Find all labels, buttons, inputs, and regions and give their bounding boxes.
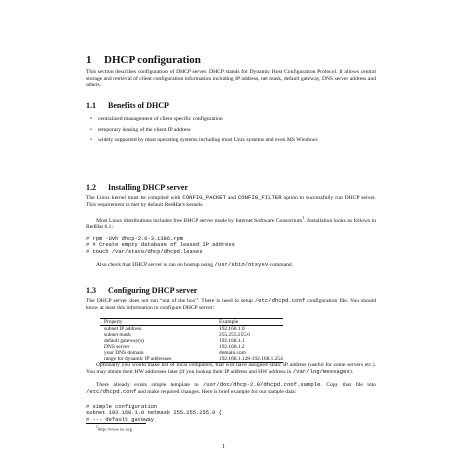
document-page <box>86 0 376 452</box>
inline-code: /var/log/messages <box>292 367 350 375</box>
inline-code: /etc/dhcpd.conf <box>254 297 306 304</box>
subsection-title: Benefits of DHCP <box>108 101 169 110</box>
table-cell: default gateway(s) <box>104 338 144 344</box>
table-cell: DNS server <box>104 344 130 350</box>
list-item: • centralized management of client specific configuration <box>90 116 223 122</box>
table-header-cell: Property <box>100 319 219 326</box>
subsection-heading-installing <box>86 183 188 192</box>
subsection-title: Configuring DHCP server <box>108 286 198 295</box>
page-number: 1 <box>222 444 225 450</box>
subsection-number: 1.3 <box>86 286 96 295</box>
bullet-icon: • <box>90 116 92 122</box>
benefits-list <box>86 116 376 148</box>
code-line: # # Create empty database of leased IP address <box>86 242 235 249</box>
footnote-mark: 1 <box>96 425 98 429</box>
table-header-row <box>100 319 283 326</box>
code-line: # simple configuration <box>86 404 158 410</box>
footnote-text: http://www.isc.org <box>97 426 132 432</box>
footnote-divider <box>86 423 146 424</box>
table-cell: your DNS domain <box>104 350 144 356</box>
table-cell: 192.168.1.0 <box>219 326 245 332</box>
table-cell: subnet mask <box>104 332 131 338</box>
code-line: # rpm -Uvh dhcp-2.0-3.i386.rpm <box>86 236 184 242</box>
section-heading <box>86 54 201 66</box>
installing-paragraph-3: Also check that DHCP server is ran on bootup using /usr/sbin/ntsysv command. <box>96 261 294 268</box>
table-cell: 192.168.1.2 <box>219 344 245 350</box>
bullet-icon: • <box>90 126 92 133</box>
code-line: # --- default gateway <box>86 416 154 423</box>
configuring-paragraph-1: The DHCP server does not run “out of the box”. There is need to setup /etc/dhcpd.conf configuration file. You should know at least this information to configure DHCP server: <box>86 297 376 311</box>
configuring-paragraph-2: Optionally you would make list of local computers, that will have assigned static IP address (useful for some servers etc.). You may obtain their HW addresses later (if you lookup their IP address and HW address in /var/log/messages). <box>86 362 376 375</box>
subsection-number: 1.1 <box>86 101 96 110</box>
subsection-heading-configuring <box>86 286 197 295</box>
subsection-number: 1.2 <box>86 183 96 192</box>
intro-paragraph: This section describes configuration of DHCP server. DHCP stands for Dynamic Host Configuration Protocol. It allows central storage and retrieval of client configuration information including IP address, net mask, default gateway, DNS server address and others. <box>86 69 376 89</box>
installing-paragraph-2: Most Linux distributions includes free DHCP server made by Internet Software Consortium$^1$. Installation looks as follows in RedHat 6.1: <box>86 215 376 231</box>
footnote-ref: 1 <box>302 215 305 220</box>
inline-code: CONFIG_PACKET <box>182 194 227 201</box>
inline-code: /usr/sbin/ntsysv <box>214 261 269 268</box>
properties-table <box>100 318 283 363</box>
footnote <box>96 425 132 432</box>
code-line: # touch /var/state/dhcp/dhcpd.leases <box>86 248 203 255</box>
subsection-title: Installing DHCP server <box>108 183 188 192</box>
inline-code: /usr/doc/dhcp-2.0/dhcpd.conf.sample <box>202 381 321 388</box>
subsection-heading-benefits <box>86 101 169 110</box>
table-cell: 192.168.1.1 <box>219 338 245 344</box>
section-title: DHCP configuration <box>104 54 201 66</box>
table-header-cell: Example <box>219 319 283 326</box>
configuring-paragraph-3: There already exists simple template in /usr/doc/dhcp-2.0/dhcpd.conf.sample. Copy that file into /etc/dhcpd.conf and make required changes. Here is brief example for our sample data: <box>86 381 376 395</box>
bullet-icon: • <box>90 137 92 144</box>
table-cell: subnet IP address <box>104 326 142 332</box>
inline-code: CONFIG_FILTER <box>237 194 282 201</box>
code-block-config <box>86 404 222 423</box>
section-number: 1 <box>86 54 92 66</box>
code-block-install <box>86 236 235 255</box>
code-line: subnet 192.168.1.0 netmask 255.255.255.0 { <box>86 410 222 417</box>
table-cell: 255.255.255.0 <box>219 332 250 338</box>
table-cell: domain.com <box>219 350 246 356</box>
table-cell: range for dynamic IP addresses <box>100 356 219 363</box>
table-cell: 192.168.1.128-192.168.1.254 <box>219 356 283 362</box>
installing-paragraph-1: The Linux kernel must be compiled with CONFIG_PACKET and CONFIG_FILTER option to successfully run DHCP server. This requirement is met by default RedHat's kernels. <box>86 194 376 208</box>
list-item: • temporary leasing of the client IP address <box>90 126 191 133</box>
list-item: • widely supported by most operating systems including most Unix systems and even MS Windows <box>90 137 318 144</box>
inline-code: /etc/dhcpd.conf <box>86 387 137 395</box>
